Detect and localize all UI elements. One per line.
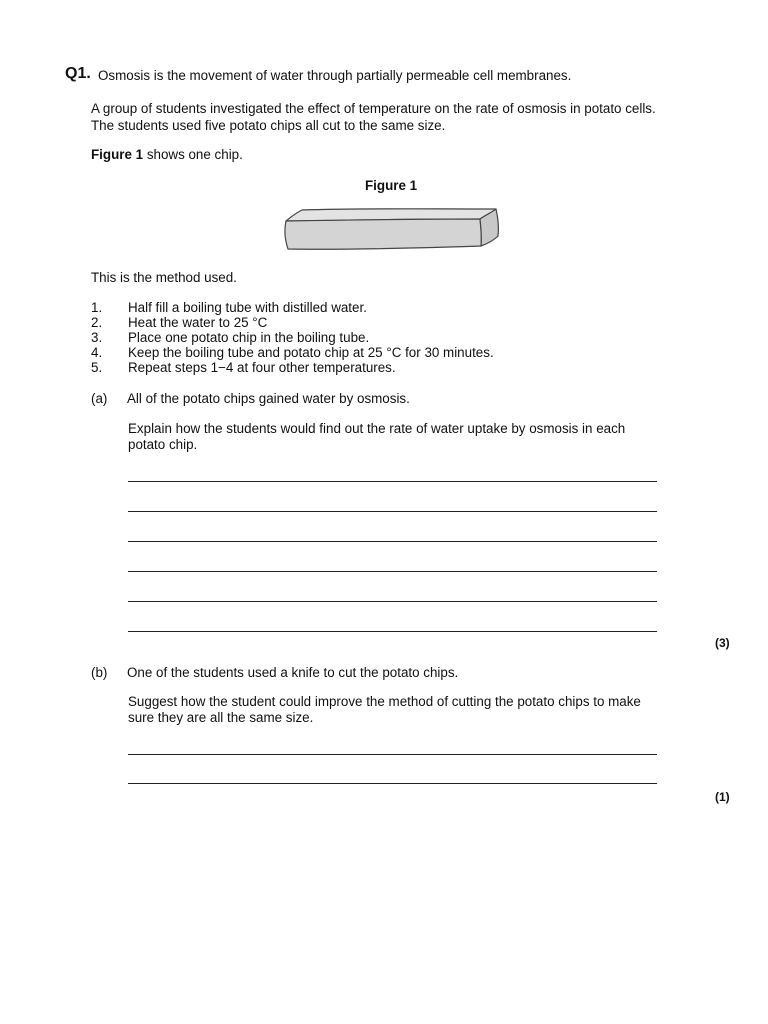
step-number: 4.	[91, 345, 103, 360]
potato-chip-figure	[280, 204, 504, 256]
step-text: Place one potato chip in the boiling tube.	[128, 330, 370, 345]
step-text: Keep the boiling tube and potato chip at 25 °C for 30 minutes.	[128, 345, 494, 360]
question-number: Q1.	[65, 65, 91, 82]
context-line-1: A group of students investigated the effect of temperature on the rate of osmosis in potato cells.	[91, 101, 656, 116]
step-text: Half fill a boiling tube with distilled water.	[128, 300, 367, 315]
potato-chip-front-face	[285, 219, 481, 249]
part-a-marks: (3)	[715, 636, 730, 650]
part-a-label: (a)	[91, 391, 108, 406]
part-a-answer-line[interactable]	[128, 601, 657, 602]
part-b-prompt-line-1: Suggest how the student could improve the method of cutting the potato chips to make	[128, 694, 641, 709]
part-b-answer-line[interactable]	[128, 754, 657, 755]
figure-reference	[91, 147, 243, 163]
part-b-prompt-line-2: sure they are all the same size.	[128, 710, 314, 725]
part-a-answer-line[interactable]	[128, 481, 657, 482]
question-intro: Osmosis is the movement of water through partially permeable cell membranes.	[98, 68, 572, 83]
context-line-2: The students used five potato chips all cut to the same size.	[91, 118, 446, 133]
part-b-label: (b)	[91, 665, 108, 680]
part-b-marks: (1)	[715, 790, 730, 804]
part-a-statement: All of the potato chips gained water by osmosis.	[127, 391, 410, 406]
figure-title: Figure 1	[365, 178, 418, 193]
part-a-answer-line[interactable]	[128, 511, 657, 512]
part-a-answer-line[interactable]	[128, 541, 657, 542]
step-text: Repeat steps 1−4 at four other temperatures.	[128, 360, 396, 375]
part-a-answer-line[interactable]	[128, 571, 657, 572]
figure-reference-text: shows one chip.	[143, 147, 243, 162]
part-b-statement: One of the students used a knife to cut the potato chips.	[127, 665, 459, 680]
step-number: 5.	[91, 360, 103, 375]
figure-reference-label: Figure 1	[91, 147, 144, 162]
step-text: Heat the water to 25 °C	[128, 315, 268, 330]
part-a-prompt-line-2: potato chip.	[128, 437, 198, 452]
step-number: 1.	[91, 300, 103, 315]
step-number: 3.	[91, 330, 103, 345]
part-a-prompt-line-1: Explain how the students would find out the rate of water uptake by osmosis in each	[128, 421, 626, 436]
method-intro: This is the method used.	[91, 270, 237, 285]
part-a-answer-line[interactable]	[128, 631, 657, 632]
step-number: 2.	[91, 315, 103, 330]
part-b-answer-line[interactable]	[128, 783, 657, 784]
